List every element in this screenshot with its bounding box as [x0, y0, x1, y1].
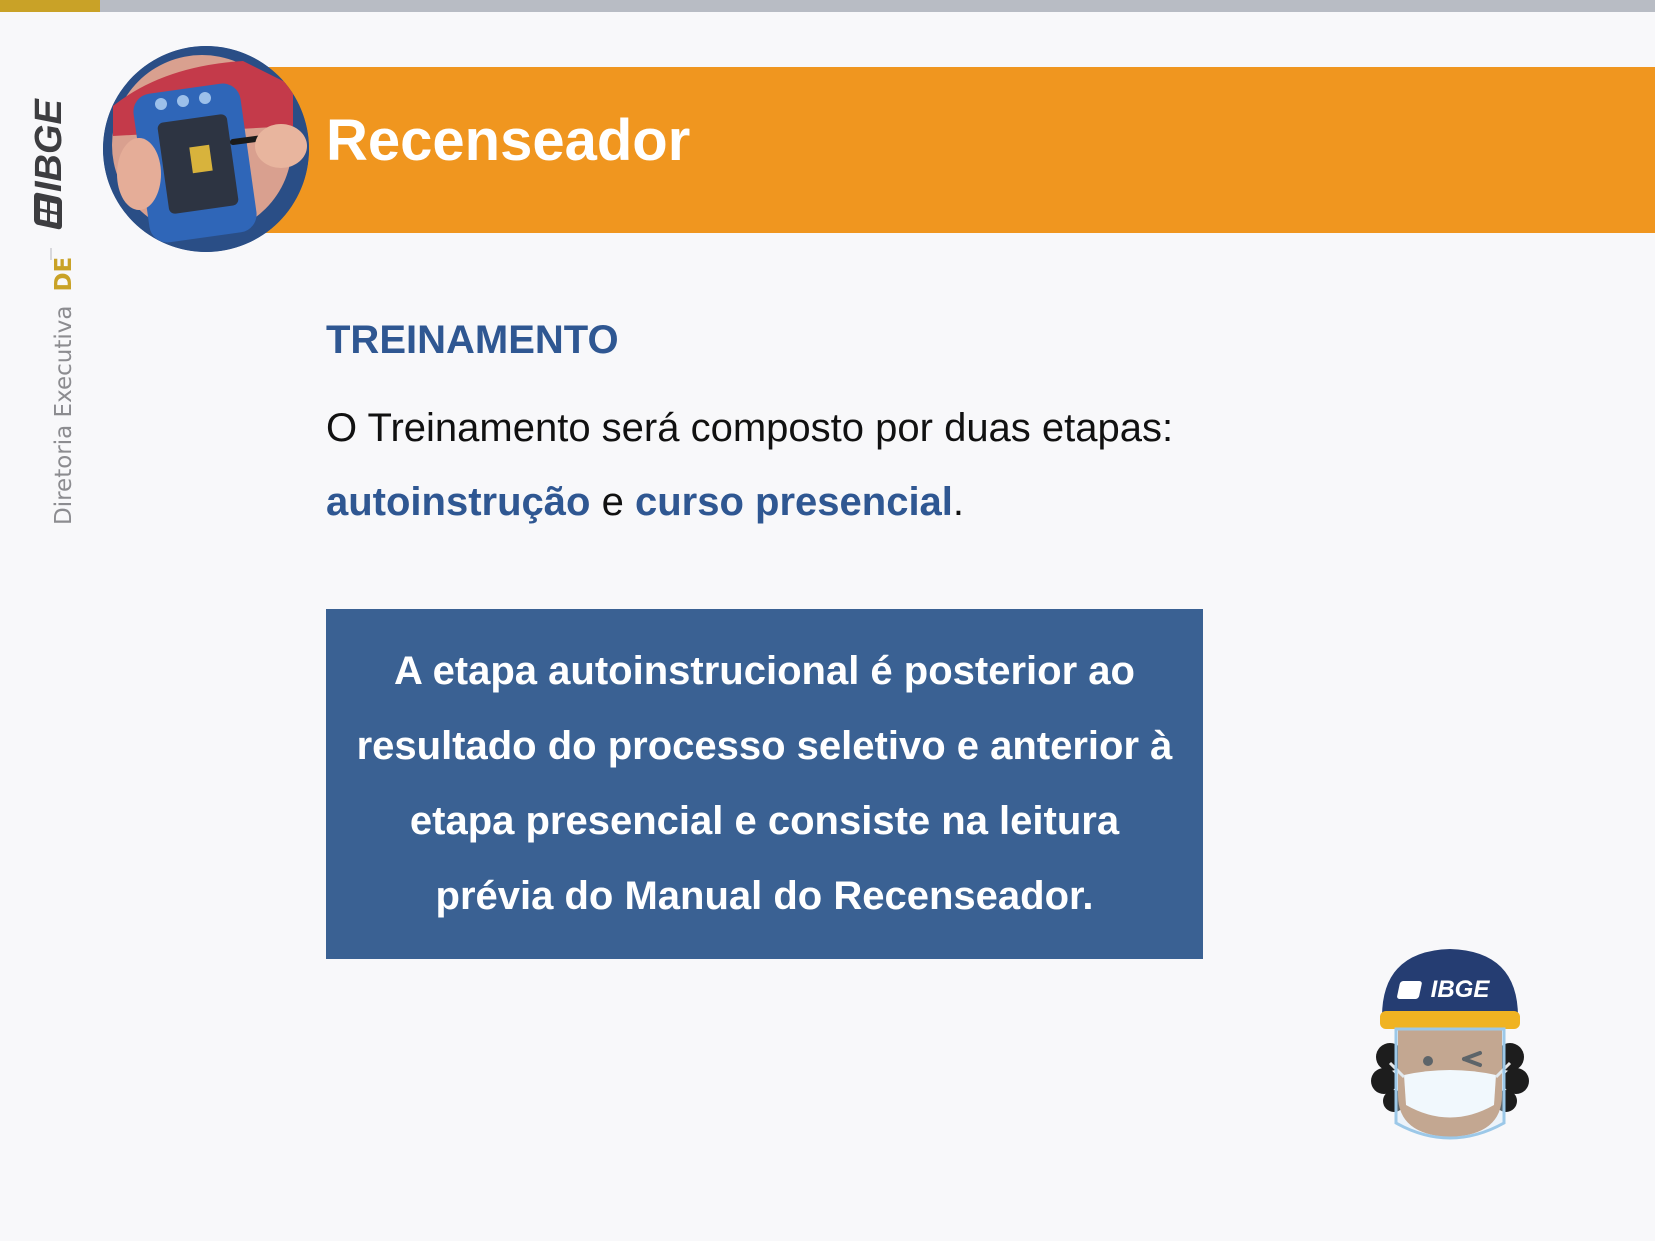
callout-box — [326, 609, 1203, 959]
intro-text: O Treinamento será composto por duas etapas: — [326, 406, 1174, 450]
stages-line — [326, 482, 964, 522]
section-heading: TREINAMENTO — [326, 318, 619, 362]
census-agent-mascot-icon — [1360, 945, 1540, 1155]
top-rule-accent — [0, 0, 100, 12]
census-device-photo — [103, 46, 309, 252]
top-rule — [0, 0, 1655, 12]
ibge-logo — [28, 62, 78, 232]
stage-autoinstrucao: autoinstrução — [326, 480, 591, 524]
stages-end: . — [952, 480, 965, 524]
callout-text: A etapa autoinstrucional é posterior ao resultado do processo seletivo e anterior à etapa presencial e consiste na leitura prévia do Manual do Recenseador. — [356, 649, 1173, 918]
side-label-text: Diretoria Executiva — [51, 305, 77, 525]
stage-curso-presencial: curso presencial — [634, 480, 953, 524]
side-label — [51, 257, 77, 525]
page-title: Recenseador — [326, 108, 691, 173]
stages-connector: e — [601, 480, 624, 524]
side-abbrev: DE — [51, 256, 77, 292]
census-device-icon — [103, 46, 309, 252]
mascot-cap-text: IBGE — [1430, 976, 1490, 1003]
ibge-logo-text: IBGE — [28, 99, 70, 192]
